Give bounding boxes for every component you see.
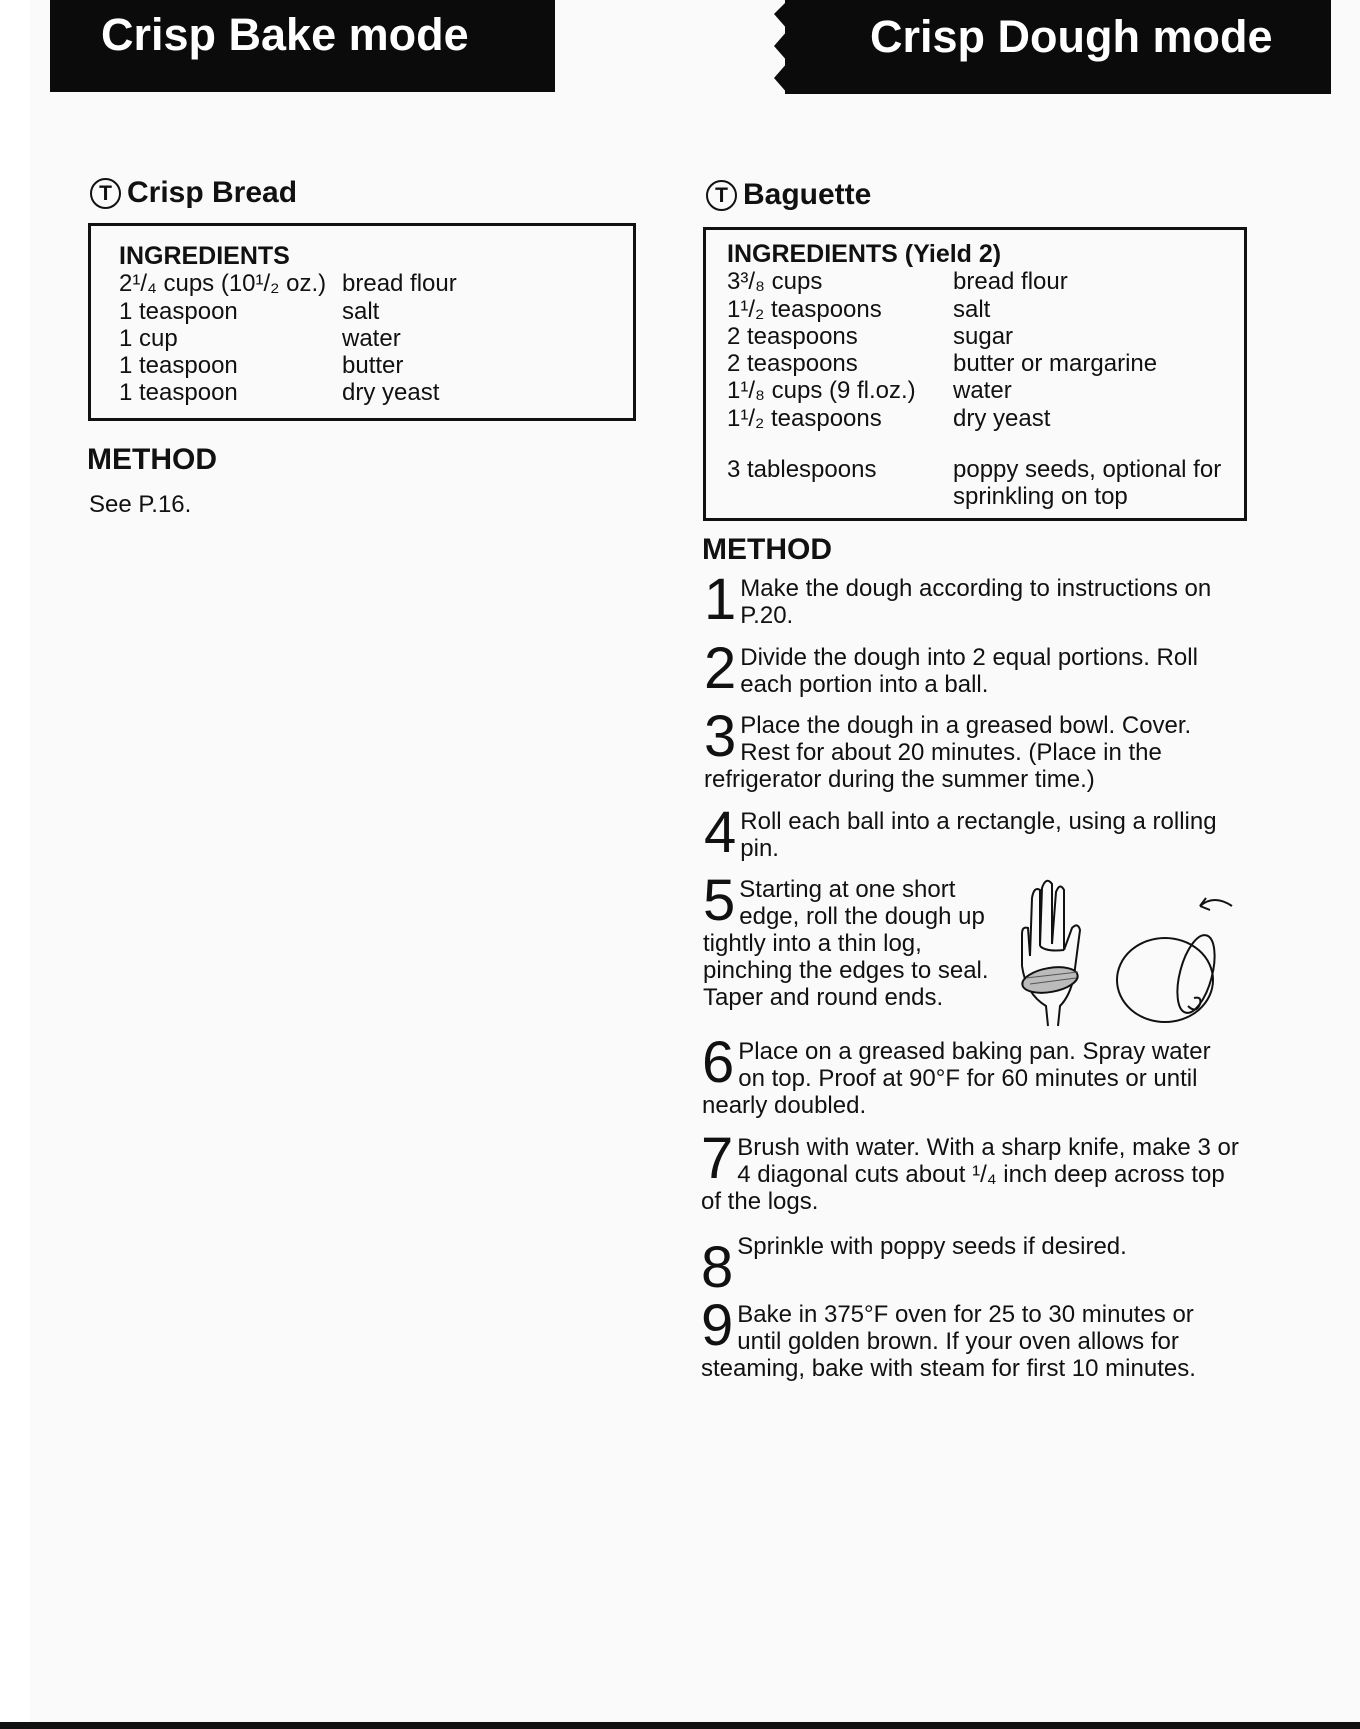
ingredient-item: bread flour <box>953 268 1068 296</box>
step-number: 8 <box>701 1235 734 1300</box>
mode-title-right: Crisp Dough mode <box>870 11 1273 62</box>
ingredient-item: dry yeast <box>342 379 440 407</box>
banner-zigzag-left <box>525 0 557 92</box>
ingredient-qty: 2 teaspoons <box>727 350 858 378</box>
mode-banner-right <box>785 0 1331 94</box>
mode-banner-left <box>50 0 555 92</box>
ingredient-item: water <box>342 324 401 352</box>
step-number: 5 <box>703 868 736 933</box>
step-number: 6 <box>702 1030 735 1095</box>
step-text: Make the dough according to instructions on P.20. <box>740 575 1212 629</box>
ingredient-item: water <box>953 377 1012 405</box>
recipe-title-baguette <box>706 177 871 213</box>
step-text: Roll each ball into a rectangle, using a rolling pin. <box>740 808 1217 862</box>
ingredient-row-optional <box>727 456 1244 511</box>
method-heading-right: METHOD <box>702 533 832 566</box>
step-text: Bake in 375°F oven for 25 to 30 minutes or until golden brown. If your oven allows for steaming, bake with steam for first 10 minutes. <box>701 1301 1196 1382</box>
step-text: Sprinkle with poppy seeds if desired. <box>737 1233 1127 1260</box>
ingredient-item: butter <box>342 352 404 380</box>
ingredient-qty: 1 teaspoon <box>119 352 238 380</box>
ingredient-item: salt <box>342 297 380 325</box>
ingredient-qty: 1 teaspoon <box>119 379 238 407</box>
method-heading-left: METHOD <box>87 443 217 476</box>
step-text: Starting at one short edge, roll the dough up tightly into a thin log, pinching the edges to seal. Taper and round ends. <box>703 876 989 1011</box>
step-text: Place the dough in a greased bowl. Cover. Rest for about 20 minutes. (Place in the refrigerator during the summer time.) <box>704 712 1192 793</box>
step-text: Brush with water. With a sharp knife, make 3 or 4 diagonal cuts about ¹/₄ inch deep across top of the logs. <box>701 1134 1239 1215</box>
ingredient-qty: 1¹/₂ teaspoons <box>727 295 882 323</box>
method-step <box>703 868 1003 1011</box>
step-number: 3 <box>704 704 737 769</box>
step-number: 9 <box>701 1293 734 1358</box>
ingredient-qty: 1¹/₂ teaspoons <box>727 404 882 432</box>
ingredients-box-baguette <box>703 227 1247 521</box>
method-step <box>704 567 1244 632</box>
ingredient-row <box>727 296 1244 323</box>
ingredients-heading: INGREDIENTS (Yield 2) <box>727 240 1002 268</box>
step-text: Place on a greased baking pan. Spray water on top. Proof at 90°F for 60 minutes or until nearly doubled. <box>702 1038 1211 1119</box>
ingredient-row <box>119 298 633 325</box>
method-step <box>704 636 1244 701</box>
ingredient-row <box>727 350 1244 377</box>
ingredient-qty: 3 tablespoons <box>727 456 877 484</box>
ingredient-qty: 2 teaspoons <box>727 322 858 350</box>
method-step <box>702 1030 1242 1119</box>
ingredient-row <box>727 268 1244 295</box>
ingredient-row <box>119 379 633 406</box>
ingredient-qty: 3³/₈ cups <box>727 268 823 296</box>
page-bottom-rule <box>0 1722 1360 1729</box>
ingredient-qty: 1 cup <box>119 324 178 352</box>
ingredient-item: dry yeast <box>953 404 1051 432</box>
ingredient-row <box>119 270 633 297</box>
recipe-title-text: Crisp Bread <box>127 176 298 209</box>
ingredient-item: butter or margarine <box>953 350 1158 378</box>
step-number: 2 <box>704 636 737 701</box>
ingredient-row <box>119 352 633 379</box>
recipe-title-text: Baguette <box>743 178 872 211</box>
ingredient-row <box>727 405 1244 432</box>
ingredient-item: sugar <box>953 322 1014 350</box>
ingredient-item: salt <box>953 295 991 323</box>
ingredient-qty: 1¹/₈ cups (9 fl.oz.) <box>727 377 916 405</box>
method-step <box>701 1126 1241 1215</box>
ingredient-qty: 2¹/₄ cups (10¹/₂ oz.) <box>119 270 327 298</box>
ingredient-row <box>727 377 1244 404</box>
timer-icon: T <box>706 180 737 211</box>
ingredient-item: bread flour <box>342 270 457 298</box>
ingredient-item: poppy seeds, optional for sprinkling on top <box>953 456 1222 511</box>
step-text: Divide the dough into 2 equal portions. Roll each portion into a ball. <box>740 644 1198 698</box>
rolling-dough-illustration <box>1000 876 1240 1036</box>
step-number: 4 <box>704 800 737 865</box>
ingredient-row <box>119 325 633 352</box>
step-number: 1 <box>704 567 737 632</box>
mode-title-left: Crisp Bake mode <box>101 9 469 60</box>
ingredient-qty: 1 teaspoon <box>119 297 238 325</box>
method-reference: See P.16. <box>89 491 192 518</box>
step-number: 7 <box>701 1126 734 1191</box>
method-step <box>704 800 1244 865</box>
ingredients-box-crisp-bread <box>88 223 636 421</box>
ingredients-heading: INGREDIENTS <box>119 242 290 270</box>
timer-icon: T <box>90 178 121 209</box>
recipe-title-crisp-bread <box>90 175 297 211</box>
method-step <box>701 1233 1241 1300</box>
ingredient-row <box>727 323 1244 350</box>
method-step <box>704 704 1244 793</box>
method-step <box>701 1293 1241 1382</box>
